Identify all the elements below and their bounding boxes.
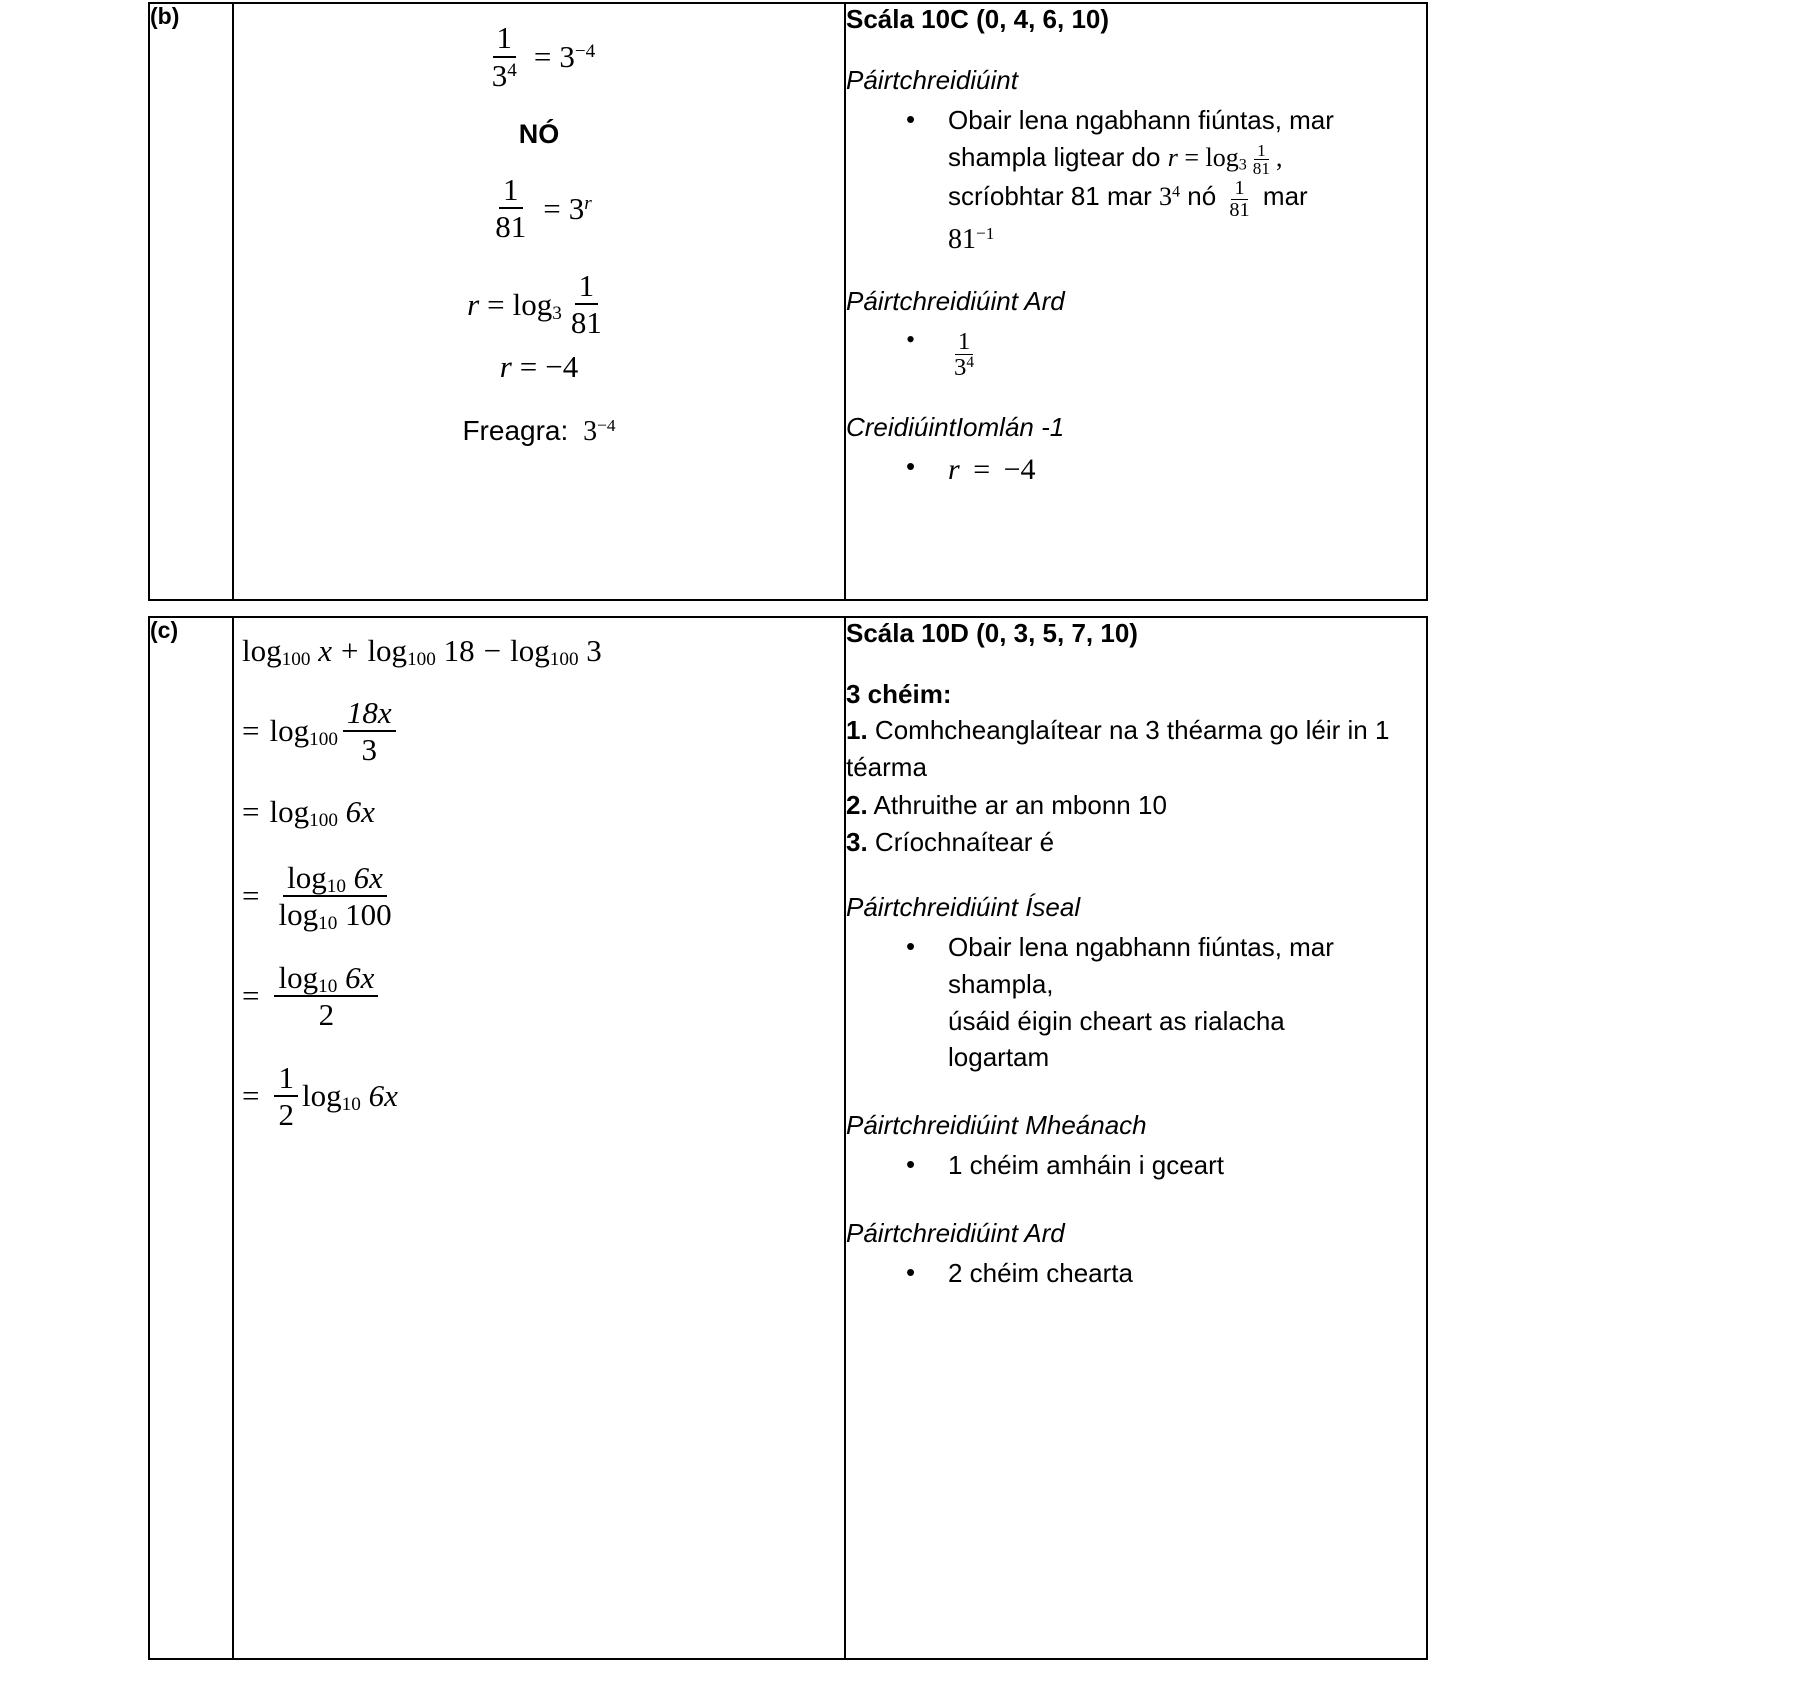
scheme-heading-pairtchreidiuint-mheanach: Páirtchreidiúint Mheánach bbox=[846, 1110, 1147, 1141]
value-minus-four: −4 bbox=[545, 349, 579, 385]
spacer bbox=[846, 1080, 1426, 1110]
work-line-2 bbox=[242, 694, 844, 768]
three-to-r: 3$^r$ bbox=[568, 190, 592, 226]
scheme-bullets-pairtchreidiuint-mheanach bbox=[846, 1147, 1426, 1184]
step-number: 1. bbox=[846, 715, 868, 745]
bullet-line-1: Obair lena ngabhann fiúntas, mar bbox=[948, 105, 1334, 135]
bullet-line-1: Obair lena ngabhann fiúntas, mar bbox=[948, 931, 1334, 962]
bullet-item bbox=[906, 102, 1426, 260]
bullet-item: • 1 chéim amháin i gceart bbox=[906, 1147, 1426, 1184]
scheme-bullets-pairtchreidiuint bbox=[846, 102, 1426, 260]
answer-label: Freagra: bbox=[462, 414, 569, 446]
bullet-line-3: scríobhtar 81 mar $3^4$ nó $\frac{1}{81}$ mar bbox=[948, 176, 1308, 221]
part-c-work bbox=[234, 632, 844, 1132]
equals-sign: = bbox=[242, 878, 260, 914]
fraction-one-over-81: $\frac{1}{81}$ bbox=[570, 267, 602, 341]
equals-sign: = bbox=[533, 38, 552, 74]
scheme-bullets-pairtchreidiuint-ard bbox=[846, 323, 1426, 386]
bullet-line-2: shampla, bbox=[948, 968, 1054, 999]
scheme-heading-pairtchreidiuint-ard: Páirtchreidiúint Ard bbox=[846, 1218, 1065, 1249]
scale-title-10c: Scála 10C (0, 4, 6, 10) bbox=[846, 4, 1110, 34]
equation-r-equals-minus-4: r = −4 bbox=[948, 453, 1036, 487]
spacer bbox=[846, 1188, 1426, 1218]
bullet-item bbox=[906, 929, 1426, 1077]
part-label-b: (b) bbox=[150, 3, 180, 29]
part-b-label-cell bbox=[149, 3, 233, 600]
bullet-line-4: $81^{-1}$ bbox=[948, 224, 995, 256]
equals-sign: = bbox=[242, 1078, 260, 1114]
step-item-3 bbox=[846, 824, 1426, 861]
work-line-3 bbox=[234, 267, 844, 341]
step-text: Comhcheanglaítear na 3 théarma go léir in 1 téarma bbox=[846, 715, 1390, 783]
three-to-minus-four: $3^{-4}$ bbox=[559, 38, 596, 74]
log-base-10-6x: $\log_{10} 6x$ bbox=[301, 1078, 398, 1116]
spacer bbox=[846, 264, 1426, 286]
part-c-row bbox=[149, 617, 1427, 1659]
work-line-4 bbox=[242, 859, 844, 935]
work-line-4 bbox=[234, 348, 844, 387]
step-number: 2. bbox=[846, 789, 868, 820]
work-line-1 bbox=[242, 632, 844, 671]
fraction-log10-6x-over-2: $\frac{\log_{10} 6x}{2}$ bbox=[274, 962, 378, 1032]
scheme-heading-pairtchreidiuint: Páirtchreidiúint bbox=[846, 65, 1018, 95]
scale-title-10d: Scála 10D (0, 3, 5, 7, 10) bbox=[846, 618, 1138, 648]
equals-sign: = bbox=[543, 190, 561, 226]
step-item-1 bbox=[846, 712, 1426, 787]
fraction-one-over-81: $\frac{1}{81}$ bbox=[495, 171, 527, 245]
equals-sign: = bbox=[242, 713, 260, 749]
work-line-5 bbox=[242, 959, 844, 1033]
part-label-c: (c) bbox=[150, 617, 179, 643]
equals-sign: = bbox=[242, 978, 260, 1014]
step-text: Críochnaítear é bbox=[874, 827, 1055, 858]
log-term-1: $\log_{100} x$ bbox=[242, 633, 332, 671]
plus-sign: + bbox=[340, 633, 359, 668]
minus-sign: − bbox=[483, 633, 502, 668]
work-line-6 bbox=[242, 1059, 844, 1133]
equals-sign: = bbox=[519, 349, 538, 385]
scheme-bullets-pairtchreidiuint-iseal bbox=[846, 929, 1426, 1077]
fraction-one-half: $\frac{1}{2}$ bbox=[274, 1062, 298, 1132]
spacer bbox=[846, 390, 1426, 412]
variable-r: r bbox=[499, 349, 512, 385]
log-base-100: $\log_{100} 6x$ bbox=[269, 793, 375, 832]
equals-sign: = bbox=[487, 286, 505, 322]
part-c-table bbox=[148, 616, 1428, 1660]
bullet-item bbox=[906, 323, 1426, 386]
part-b-scheme-cell bbox=[845, 3, 1427, 600]
part-c-label-cell bbox=[149, 617, 233, 1659]
log-base-3: $\log_3$ bbox=[512, 286, 562, 324]
fraction-one-over-3-pow-4: $\frac{1}{3^4}$ bbox=[491, 20, 517, 93]
log-term-3: $\log_{100} 3$ bbox=[510, 633, 602, 671]
bullet-line-4: logartam bbox=[948, 1042, 1050, 1073]
part-b-row bbox=[149, 3, 1427, 600]
part-b-work-cell bbox=[233, 3, 845, 600]
spacer bbox=[846, 862, 1426, 892]
work-line-3 bbox=[242, 793, 844, 832]
answer-line bbox=[234, 413, 844, 449]
part-b-work bbox=[234, 22, 844, 449]
step-number: 3. bbox=[846, 827, 868, 858]
alternative-marker-no: NÓ bbox=[518, 119, 560, 150]
fraction-log10-6x-over-log10-100: $\frac{\log_{10} 6x}{\log_{10} 100}$ bbox=[278, 859, 392, 935]
step-text: Athruithe ar an mbonn 10 bbox=[873, 789, 1167, 820]
scheme-heading-pairtchreidiuint-ard: Páirtchreidiúint Ard bbox=[846, 286, 1065, 317]
fraction-one-over-3-pow-4: • $\frac{1}{3^4}$ bbox=[954, 328, 974, 382]
variable-r: r bbox=[467, 286, 480, 322]
work-line-2 bbox=[234, 171, 844, 245]
scheme-heading-creidiuint-iomlan: CreidiúintIomlán -1 bbox=[846, 412, 1065, 443]
log-base-100: $\log_{100}$ bbox=[269, 713, 338, 751]
bullet-line-3: úsáid éigin cheart as rialacha bbox=[948, 1005, 1285, 1036]
equals-sign: = bbox=[242, 793, 260, 829]
log-term-2: $\log_{100} 18$ bbox=[367, 633, 475, 671]
bullet-item bbox=[906, 449, 1426, 492]
scheme-bullets-creidiuint-iomlan bbox=[846, 449, 1426, 492]
answer-value: $3^{-4}$ bbox=[583, 415, 616, 447]
bullet-line-2: shampla ligtear do $r = \log_3$ $\frac{1}{81}$ , bbox=[948, 140, 1283, 179]
part-b-table bbox=[148, 2, 1428, 601]
steps-heading: 3 chéim: bbox=[846, 679, 952, 709]
scheme-bullets-pairtchreidiuint-ard bbox=[846, 1255, 1426, 1292]
scheme-heading-pairtchreidiuint-iseal: Páirtchreidiúint Íseal bbox=[846, 891, 1081, 922]
fraction-18x-over-3: $\frac{18x}{3}$ bbox=[343, 697, 396, 767]
work-line-1 bbox=[234, 22, 844, 92]
bullet-item: • 2 chéim chearta bbox=[906, 1255, 1426, 1292]
part-c-work-cell bbox=[233, 617, 845, 1659]
step-item-2 bbox=[846, 787, 1426, 824]
part-c-scheme-cell bbox=[845, 617, 1427, 1659]
